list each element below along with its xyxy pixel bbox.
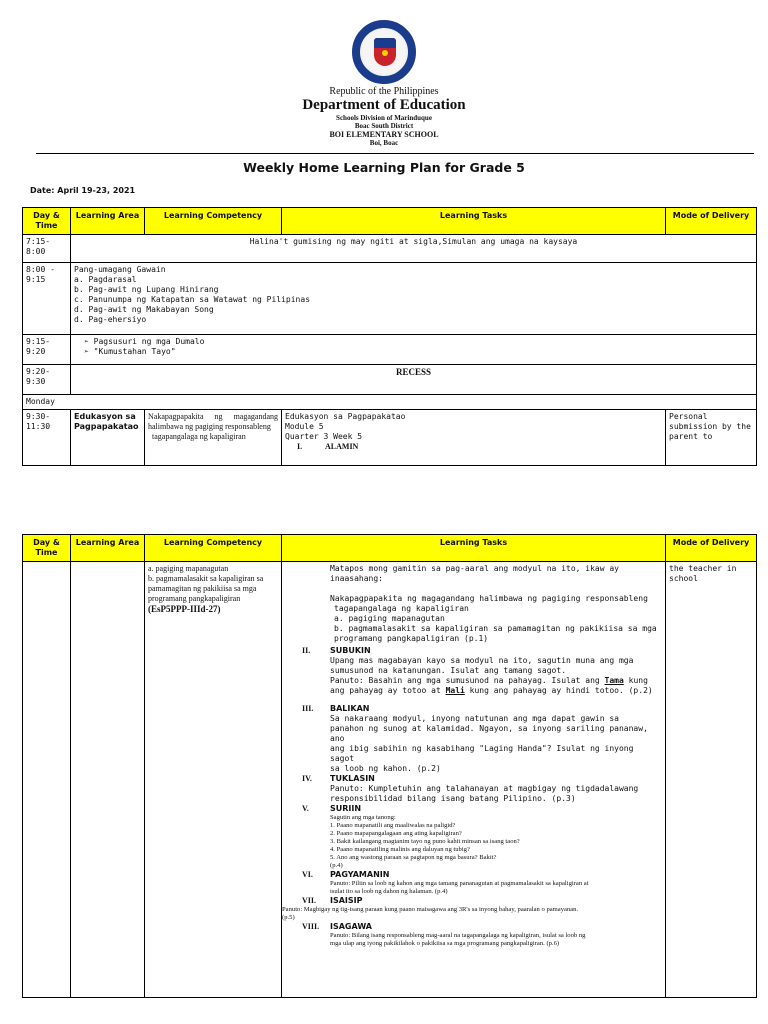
competency-cell: a. pagiging mapanagutan b. pagmamalasakit sa kapaligiran sa pamamagitan ng pakikiisa sa mga programang pangkapaligiran (EsP5PPP-IIId-27) [145,562,282,998]
section-tuklasin: IV. TUKLASIN Panuto: Kumpletuhin ang talahanayan at magbigay ng tigdadalawang responsibilidad bilang isang batang Pilipino. (p.3) [302,774,639,803]
table-row [23,263,757,335]
section-isaisip: VII. ISAISIP [302,896,363,905]
tasks-cell [282,562,666,998]
list-item: ➢ Pagsusuri ng mga Dumalo [84,337,205,346]
district-label: Boac South District [354,122,414,130]
learning-area-cell: Edukasyon sa Pagpapakatao [71,410,145,466]
col-learning-area: Learning Area [71,208,145,235]
mode-cell: the teacher in school [666,562,757,998]
table-row [23,335,757,365]
learning-area-cell [71,562,145,998]
col-learning-tasks: Learning Tasks [282,208,666,235]
section-isagawa: VIII. ISAGAWA Panuto: Bilang isang responsableng mag-aaral na tagapangalaga ng kapaligiran, isulat sa loob ng mga ulap ang iyong pakikilahok o pakikiisa sa mga programang pangkapaligiran. (p.6) [302,922,586,947]
recess-cell: RECESS [71,365,757,395]
location-label: Boi, Boac [369,139,399,147]
learning-plan-table-2 [22,534,757,998]
mode-cell: Personal submission by the parent to [666,410,757,466]
school-label: BOI ELEMENTARY SCHOOL [329,130,439,139]
arrow-bullet-icon: ➢ [84,347,94,356]
morning-routine-cell [71,263,757,335]
list-item: b. Pag-awit ng Lupang Hinirang [74,285,219,294]
time-cell: 9:15-9:20 [23,335,71,365]
col-learning-competency: Learning Competency [145,535,282,562]
section-pagyamanin: VI. PAGYAMANIN Panuto: Piliin sa loob ng kahon ang mga tamang pananagutan at pagmamalasakit sa kapaligiran at isulat ito sa loob ng dahon ng halaman. (p.4) [302,870,589,895]
table-header-row [23,535,757,562]
date-label: Date: April 19-23, 2021 [30,186,136,195]
list-item: d. Pag-awit ng Makabayan Song [74,305,214,314]
section-balikan: III. BALIKAN Sa nakaraang modyul, inyong natutunan ang mga dapat gawin sa panahon ng sunog at kalamidad. Ngayon, sa inyong sariling pananaw, ano ang ibig sabihin ng kasabihang "Laging Handa"? Isulat ng inyong sagot sa loob ng kahon. (p.2) [302,704,648,773]
col-learning-tasks: Learning Tasks [282,535,666,562]
section-suriin: V. SURIIN Sagutin ang mga tanong: 1. Paano mapanatili ang maaliwalas na paligid? 2. Paano mapapangalagaan ang ating kapaligiran? 3. Bakit kailangang magtanim tayo ng puno kahit minsan sa isang taon? 4. Paano mapanatiling malinis ang daluyan ng tubig? 5. Ano ang wastong paraan sa pagtapon ng mga basura? Bakit? (p.4) [302,804,520,869]
competency-cell: Nakapagpapakita ng magagandang halimbawa ng pagiging responsableng tagapangalaga ng kapaligiran [145,410,282,466]
col-mode-delivery: Mode of Delivery [666,535,757,562]
attendance-cell [71,335,757,365]
deped-seal-logo [352,20,416,84]
greeting-cell: Halina't gumising ng may ngiti at sigla,Simulan ang umaga na kaysaya [71,235,757,263]
time-cell: 9:30-11:30 [23,410,71,466]
time-cell: 7:15-8:00 [23,235,71,263]
tasks-cell: Edukasyon sa Pagpapakatao Module 5 Quarter 3 Week 5 I. ALAMIN [282,410,666,466]
table-header-row [23,208,757,235]
republic-label: Republic of the Philippines [329,86,439,97]
day-cell: Monday [23,395,757,410]
table-row [23,365,757,395]
page-title: Weekly Home Learning Plan for Grade 5 [243,160,525,175]
table-row [23,562,757,998]
time-cell [23,562,71,998]
table-row [23,235,757,263]
col-day-time: Day & Time [23,535,71,562]
isaisip-text: Panuto: Magbigay ng tig-isang paraan kung paano maisagawa ang 3R's sa inyong bahay, paaralan o pamayanan. (p.5) [282,906,579,921]
arrow-bullet-icon: ➢ [84,337,94,346]
list-item: Pang-umagang Gawain [74,265,166,274]
time-cell: 9:20-9:30 [23,365,71,395]
col-mode-delivery: Mode of Delivery [666,208,757,235]
department-title: Department of Education [302,97,466,113]
col-day-time: Day & Time [23,208,71,235]
time-cell: 8:00 - 9:15 [23,263,71,335]
list-item: c. Panunumpa ng Katapatan sa Watawat ng Pilipinas [74,295,311,304]
division-label: Schools Division of Marinduque [336,114,432,122]
list-item: a. Pagdarasal [74,275,137,284]
col-learning-competency: Learning Competency [145,208,282,235]
col-learning-area: Learning Area [71,535,145,562]
list-item: d. Pag-ehersiyo [74,315,147,324]
learning-plan-table-1 [22,207,757,466]
section-subukin: II. SUBUKIN Upang mas magabayan kayo sa modyul na ito, sagutin muna ang mga sumusunod na katanungan. Isulat ang tamang sagot. Panuto: Basahin ang mga sumusunod na pahayag. Isulat ang Tama kung ang pahayag ay totoo at Mali kung ang pahayag ay hindi totoo. (p.2) [302,646,653,695]
table-row [23,395,757,410]
table-row [23,410,757,466]
intro-text: Matapos mong gamitin sa pag-aaral ang modyul na ito, ikaw ay inaasahang: Nakapagpapakita ng magagandang halimbawa ng pagiging responsableng tagapangalaga ng kapaligiran a. pagiging mapanagutan b. pagmamalasakit sa kapaligiran sa pamamagitan ng pakikiisa sa mga programang pangkapaligiran (p.1) [330,564,657,643]
header-divider [36,153,754,154]
list-item: ➢ "Kumustahan Tayo" [84,347,176,356]
